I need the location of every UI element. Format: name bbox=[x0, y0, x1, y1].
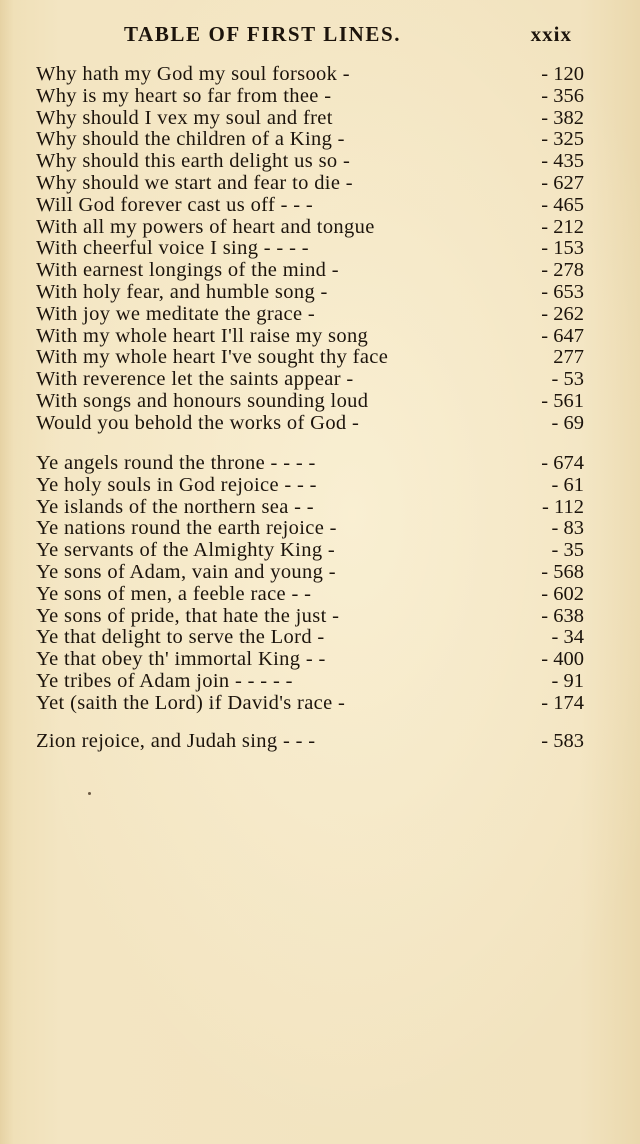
index-entry bbox=[36, 693, 584, 715]
index-entry bbox=[36, 562, 584, 584]
index-entry bbox=[36, 369, 584, 391]
first-line-text: Ye tribes of Adam join - - - - - bbox=[36, 669, 293, 692]
first-line-text: Ye islands of the northern sea - - bbox=[36, 495, 314, 518]
index-entry bbox=[36, 453, 584, 475]
hymn-page-number: - 674 bbox=[541, 452, 584, 474]
index-entry bbox=[36, 391, 584, 413]
first-line-text: With my whole heart I've sought thy face bbox=[36, 346, 389, 369]
first-line-text: Zion rejoice, and Judah sing - - - bbox=[36, 730, 316, 752]
hymn-page-number: - 34 bbox=[551, 626, 584, 649]
index-entry bbox=[36, 606, 584, 628]
first-line-text: Why should the children of a King - bbox=[36, 128, 345, 151]
hymn-page-number: - 382 bbox=[541, 106, 584, 129]
first-line-text: With cheerful voice I sing - - - - bbox=[36, 237, 309, 260]
hymn-page-number: 277 bbox=[553, 346, 584, 369]
hymn-page-number: - 278 bbox=[541, 259, 584, 282]
index-entry bbox=[36, 173, 584, 195]
index-entry bbox=[36, 475, 584, 497]
index-entry bbox=[36, 86, 584, 108]
hymn-page-number: - 91 bbox=[551, 669, 584, 692]
first-line-text: With holy fear, and humble song - bbox=[36, 280, 328, 303]
hymn-page-number: - 638 bbox=[541, 604, 584, 627]
first-line-text: With my whole heart I'll raise my song bbox=[36, 324, 369, 347]
index-entry bbox=[36, 304, 584, 326]
first-line-text: Ye sons of Adam, vain and young - bbox=[36, 560, 336, 583]
hymn-page-number: - 400 bbox=[541, 648, 584, 671]
first-line-text: Yet (saith the Lord) if David's race - bbox=[36, 691, 346, 714]
first-line-text: Would you behold the works of God - bbox=[36, 411, 360, 434]
hymn-page-number: - 174 bbox=[541, 691, 584, 714]
index-entry bbox=[36, 151, 584, 173]
index-entry bbox=[36, 129, 584, 151]
first-line-text: Why should I vex my soul and fret bbox=[36, 106, 333, 129]
first-line-text: Why hath my God my soul forsook - bbox=[36, 63, 350, 85]
hymn-page-number: - 561 bbox=[541, 389, 584, 412]
first-line-text: Ye sons of pride, that hate the just - bbox=[36, 604, 340, 627]
index-entry bbox=[36, 195, 584, 217]
hymn-page-number: - 262 bbox=[541, 302, 584, 325]
page-header bbox=[0, 22, 640, 52]
hymn-page-number: - 653 bbox=[541, 280, 584, 303]
hymn-page-number: - 83 bbox=[551, 517, 584, 540]
index-entry bbox=[36, 260, 584, 282]
hymn-page-number: - 568 bbox=[541, 560, 584, 583]
hymn-page-number: - 627 bbox=[541, 171, 584, 194]
entries-group-z bbox=[36, 731, 584, 753]
index-entry bbox=[36, 627, 584, 649]
first-line-text: Why is my heart so far from thee - bbox=[36, 84, 332, 107]
hymn-page-number: - 212 bbox=[541, 215, 584, 238]
hymn-page-number: - 153 bbox=[541, 237, 584, 260]
first-line-text: Will God forever cast us off - - - bbox=[36, 193, 314, 216]
hymn-page-number: - 35 bbox=[551, 539, 584, 562]
first-line-text: Ye servants of the Almighty King - bbox=[36, 539, 336, 562]
index-entry bbox=[36, 238, 584, 260]
hymn-page-number: - 325 bbox=[541, 128, 584, 151]
first-line-text: Ye nations round the earth rejoice - bbox=[36, 517, 337, 540]
hymn-page-number: - 435 bbox=[541, 150, 584, 173]
index-entry bbox=[36, 282, 584, 304]
index-entry bbox=[36, 64, 584, 86]
index-entry bbox=[36, 671, 584, 693]
index-entry bbox=[36, 347, 584, 369]
index-entry bbox=[36, 326, 584, 348]
first-line-text: Ye holy souls in God rejoice - - - bbox=[36, 473, 317, 496]
first-line-text: With all my powers of heart and tongue bbox=[36, 215, 375, 238]
hymn-page-number: - 583 bbox=[541, 730, 584, 752]
hymn-page-number: - 69 bbox=[551, 411, 584, 434]
index-entry bbox=[36, 540, 584, 562]
first-line-text: Ye that delight to serve the Lord - bbox=[36, 626, 325, 649]
hymn-page-number: - 53 bbox=[551, 368, 584, 391]
page-number: xxix bbox=[530, 22, 572, 46]
hymn-page-number: - 647 bbox=[541, 324, 584, 347]
first-line-text: Ye sons of men, a feeble race - - bbox=[36, 582, 312, 605]
hymn-page-number: - 120 bbox=[541, 63, 584, 85]
first-line-text: With earnest longings of the mind - bbox=[36, 259, 339, 282]
index-entry bbox=[36, 108, 584, 130]
entries-group-w bbox=[36, 64, 584, 435]
index-entry bbox=[36, 731, 584, 753]
first-line-text: With joy we meditate the grace - bbox=[36, 302, 316, 325]
hymn-page-number: - 356 bbox=[541, 84, 584, 107]
hymn-page-number: - 112 bbox=[542, 495, 584, 518]
first-line-text: With reverence let the saints appear - bbox=[36, 368, 354, 391]
index-entry bbox=[36, 584, 584, 606]
hymn-page-number: - 602 bbox=[541, 582, 584, 605]
index-entry bbox=[36, 649, 584, 671]
index-entry bbox=[36, 217, 584, 239]
index-entry bbox=[36, 413, 584, 435]
page-title: TABLE OF FIRST LINES. bbox=[124, 22, 402, 46]
entries-group-y bbox=[36, 453, 584, 715]
hymn-page-number: - 61 bbox=[551, 473, 584, 496]
first-line-text: With songs and honours sounding loud bbox=[36, 389, 369, 412]
ink-speck bbox=[88, 792, 91, 795]
first-line-text: Why should this earth delight us so - bbox=[36, 150, 351, 173]
first-line-text: Why should we start and fear to die - bbox=[36, 171, 353, 194]
index-entry bbox=[36, 497, 584, 519]
index-entry bbox=[36, 518, 584, 540]
first-line-text: Ye that obey th' immortal King - - bbox=[36, 648, 326, 671]
hymn-page-number: - 465 bbox=[541, 193, 584, 216]
first-line-text: Ye angels round the throne - - - - bbox=[36, 452, 316, 474]
